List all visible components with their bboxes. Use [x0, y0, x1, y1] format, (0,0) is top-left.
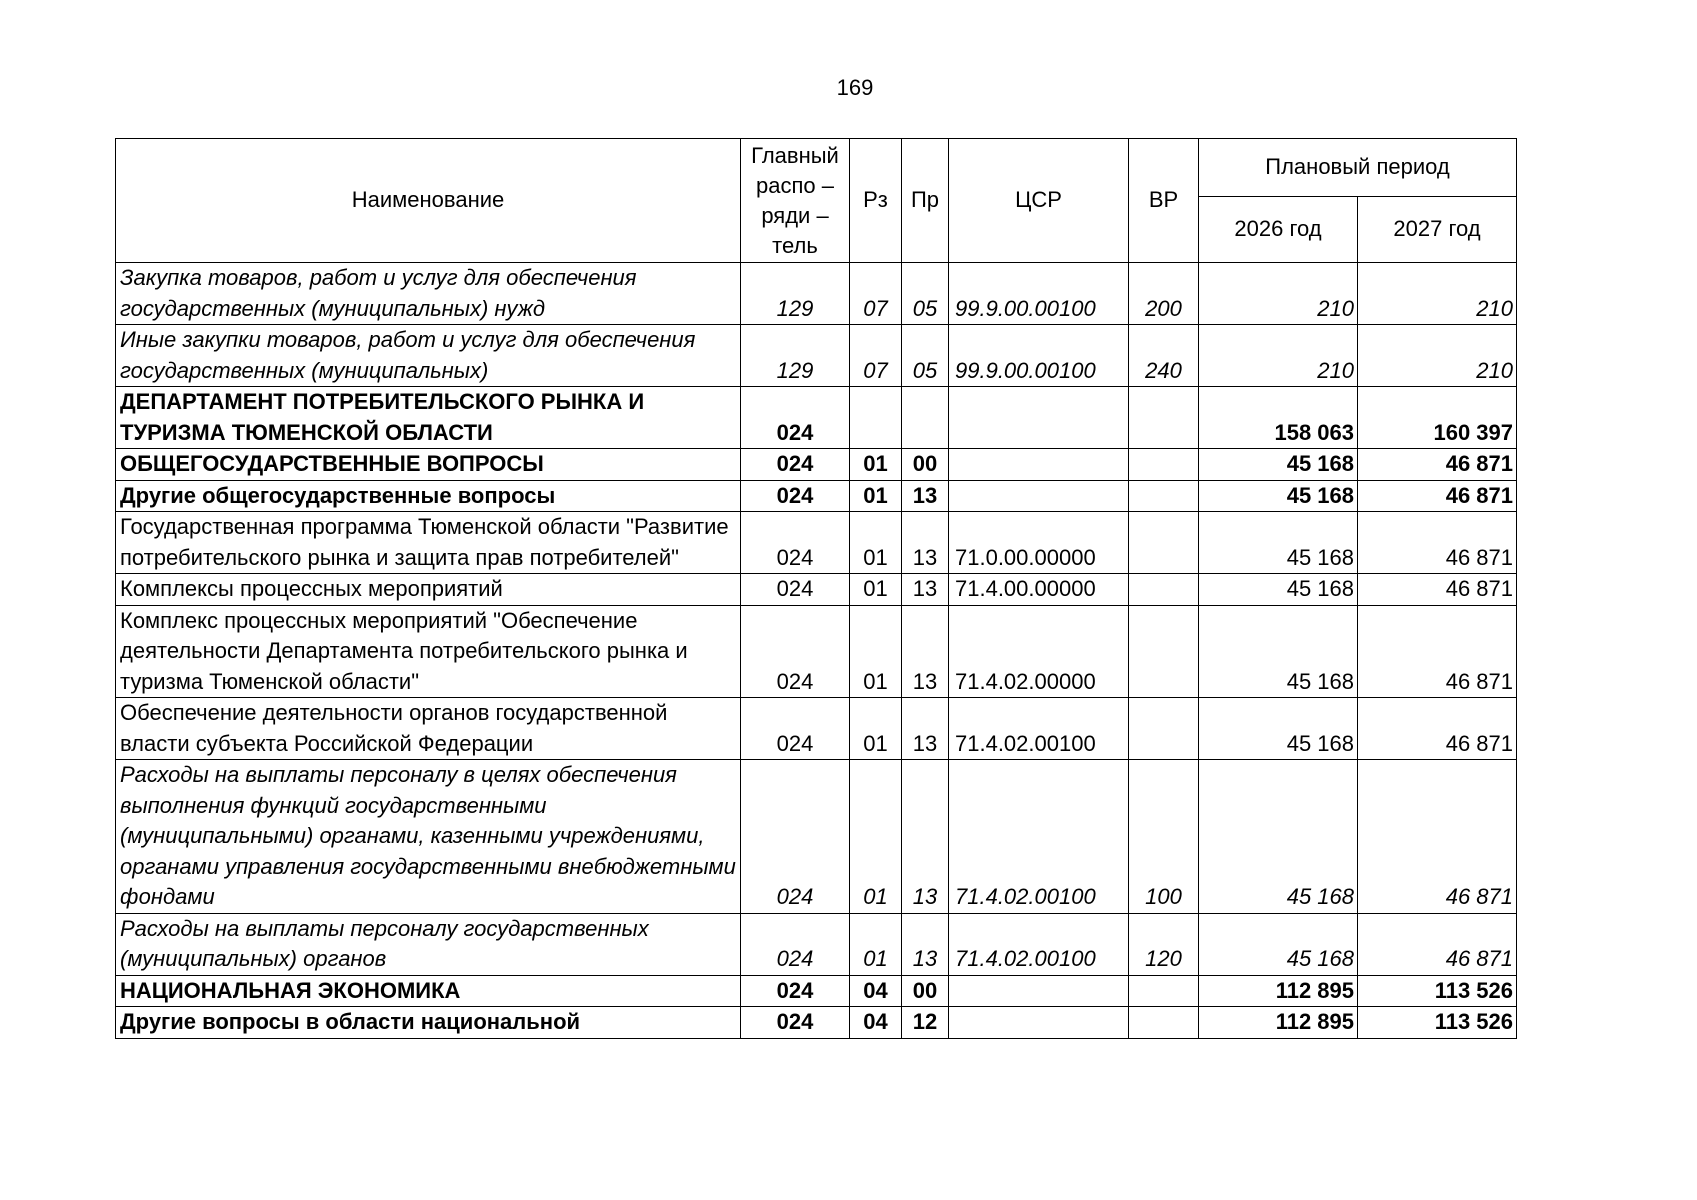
cell-vr: [1129, 387, 1199, 449]
cell-rz: [850, 387, 902, 449]
cell-csr: [949, 480, 1129, 512]
cell-2027: 46 871: [1358, 698, 1517, 760]
table-row: [116, 449, 1517, 481]
cell-rz: 01: [850, 512, 902, 574]
cell-rz: 01: [850, 449, 902, 481]
table-row: [116, 387, 1517, 449]
cell-2026: 210: [1199, 263, 1358, 325]
cell-vr: [1129, 574, 1199, 606]
cell-main-manager: 129: [741, 263, 850, 325]
table-row: [116, 913, 1517, 975]
cell-2027: 46 871: [1358, 574, 1517, 606]
cell-2027: 210: [1358, 325, 1517, 387]
cell-vr: 240: [1129, 325, 1199, 387]
cell-rz: 01: [850, 480, 902, 512]
cell-name: Обеспечение деятельности органов государственной власти субъекта Российской Федерации: [116, 698, 741, 760]
cell-2027: 113 526: [1358, 1007, 1517, 1039]
cell-vr: [1129, 605, 1199, 698]
cell-pr: 00: [902, 449, 949, 481]
cell-2026: 45 168: [1199, 760, 1358, 914]
cell-main-manager: 024: [741, 760, 850, 914]
cell-2026: 45 168: [1199, 605, 1358, 698]
cell-rz: 07: [850, 325, 902, 387]
cell-2027: 46 871: [1358, 605, 1517, 698]
header-planned-period: Плановый период: [1199, 139, 1517, 197]
cell-csr: 71.4.00.00000: [949, 574, 1129, 606]
cell-vr: [1129, 449, 1199, 481]
header-vr: ВР: [1129, 139, 1199, 263]
table-row: [116, 975, 1517, 1007]
cell-name: ОБЩЕГОСУДАРСТВЕННЫЕ ВОПРОСЫ: [116, 449, 741, 481]
cell-vr: [1129, 1007, 1199, 1039]
cell-pr: 13: [902, 698, 949, 760]
cell-vr: 120: [1129, 913, 1199, 975]
cell-name: Комплексы процессных мероприятий: [116, 574, 741, 606]
cell-pr: 13: [902, 605, 949, 698]
cell-rz: 01: [850, 760, 902, 914]
header-year-2026: 2026 год: [1199, 197, 1358, 263]
cell-name: Государственная программа Тюменской области "Развитие потребительского рынка и защита прав потребителей": [116, 512, 741, 574]
cell-rz: 04: [850, 975, 902, 1007]
table-row: [116, 760, 1517, 914]
cell-pr: 12: [902, 1007, 949, 1039]
header-csr: ЦСР: [949, 139, 1129, 263]
cell-name: Комплекс процессных мероприятий "Обеспечение деятельности Департамента потребительского рынка и туризма Тюменской области": [116, 605, 741, 698]
cell-csr: 99.9.00.00100: [949, 263, 1129, 325]
cell-rz: 04: [850, 1007, 902, 1039]
cell-2027: 210: [1358, 263, 1517, 325]
cell-pr: 13: [902, 913, 949, 975]
cell-main-manager: 129: [741, 325, 850, 387]
cell-2027: 46 871: [1358, 480, 1517, 512]
cell-csr: 99.9.00.00100: [949, 325, 1129, 387]
cell-2026: 158 063: [1199, 387, 1358, 449]
page-number: 169: [836, 75, 874, 100]
cell-rz: 01: [850, 913, 902, 975]
cell-pr: 13: [902, 512, 949, 574]
cell-2027: 160 397: [1358, 387, 1517, 449]
budget-table: [115, 138, 1517, 1039]
cell-csr: 71.4.02.00000: [949, 605, 1129, 698]
cell-csr: [949, 387, 1129, 449]
cell-2026: 45 168: [1199, 913, 1358, 975]
cell-vr: 200: [1129, 263, 1199, 325]
cell-main-manager: 024: [741, 480, 850, 512]
table-row: [116, 325, 1517, 387]
cell-2027: 113 526: [1358, 975, 1517, 1007]
cell-main-manager: 024: [741, 574, 850, 606]
cell-name: Расходы на выплаты персоналу государственных (муниципальных) органов: [116, 913, 741, 975]
cell-vr: [1129, 480, 1199, 512]
header-pr: Пр: [902, 139, 949, 263]
cell-main-manager: 024: [741, 512, 850, 574]
cell-main-manager: 024: [741, 449, 850, 481]
table-row: [116, 574, 1517, 606]
header-rz: Рз: [850, 139, 902, 263]
cell-csr: 71.4.02.00100: [949, 698, 1129, 760]
cell-main-manager: 024: [741, 387, 850, 449]
cell-main-manager: 024: [741, 605, 850, 698]
cell-2026: 45 168: [1199, 698, 1358, 760]
cell-main-manager: 024: [741, 913, 850, 975]
header-main-manager: Главный распо – ряди – тель: [741, 139, 850, 263]
cell-main-manager: 024: [741, 698, 850, 760]
cell-csr: [949, 1007, 1129, 1039]
cell-pr: 13: [902, 574, 949, 606]
cell-csr: [949, 975, 1129, 1007]
cell-name: НАЦИОНАЛЬНАЯ ЭКОНОМИКА: [116, 975, 741, 1007]
table-row: [116, 698, 1517, 760]
table-row: [116, 1007, 1517, 1039]
cell-rz: 01: [850, 605, 902, 698]
table-row: [116, 263, 1517, 325]
cell-2026: 112 895: [1199, 1007, 1358, 1039]
cell-pr: 05: [902, 325, 949, 387]
cell-vr: [1129, 698, 1199, 760]
cell-2027: 46 871: [1358, 512, 1517, 574]
table-row: [116, 480, 1517, 512]
cell-name: ДЕПАРТАМЕНТ ПОТРЕБИТЕЛЬСКОГО РЫНКА И ТУРИЗМА ТЮМЕНСКОЙ ОБЛАСТИ: [116, 387, 741, 449]
cell-csr: 71.4.02.00100: [949, 913, 1129, 975]
cell-name: Расходы на выплаты персоналу в целях обеспечения выполнения функций государственными (муниципальными) органами, казенными учреждениями, органами управления государственными внебюджетными фондами: [116, 760, 741, 914]
cell-name: Иные закупки товаров, работ и услуг для обеспечения государственных (муниципальных): [116, 325, 741, 387]
cell-main-manager: 024: [741, 1007, 850, 1039]
table-row: [116, 512, 1517, 574]
cell-csr: 71.4.02.00100: [949, 760, 1129, 914]
header-year-2027: 2027 год: [1358, 197, 1517, 263]
cell-2026: 112 895: [1199, 975, 1358, 1007]
cell-rz: 01: [850, 698, 902, 760]
cell-vr: [1129, 512, 1199, 574]
cell-pr: [902, 387, 949, 449]
cell-2026: 45 168: [1199, 449, 1358, 481]
cell-2026: 45 168: [1199, 512, 1358, 574]
cell-2027: 46 871: [1358, 913, 1517, 975]
cell-pr: 00: [902, 975, 949, 1007]
cell-main-manager: 024: [741, 975, 850, 1007]
header-name: Наименование: [116, 139, 741, 263]
cell-vr: [1129, 975, 1199, 1007]
cell-rz: 01: [850, 574, 902, 606]
cell-csr: [949, 449, 1129, 481]
table-body: [116, 263, 1517, 1039]
cell-name: Закупка товаров, работ и услуг для обеспечения государственных (муниципальных) нужд: [116, 263, 741, 325]
cell-2026: 210: [1199, 325, 1358, 387]
cell-2026: 45 168: [1199, 480, 1358, 512]
cell-vr: 100: [1129, 760, 1199, 914]
cell-2027: 46 871: [1358, 449, 1517, 481]
table-row: [116, 605, 1517, 698]
cell-name: Другие вопросы в области национальной: [116, 1007, 741, 1039]
cell-pr: 05: [902, 263, 949, 325]
cell-2026: 45 168: [1199, 574, 1358, 606]
cell-pr: 13: [902, 480, 949, 512]
cell-csr: 71.0.00.00000: [949, 512, 1129, 574]
cell-name: Другие общегосударственные вопросы: [116, 480, 741, 512]
cell-2027: 46 871: [1358, 760, 1517, 914]
cell-pr: 13: [902, 760, 949, 914]
cell-rz: 07: [850, 263, 902, 325]
